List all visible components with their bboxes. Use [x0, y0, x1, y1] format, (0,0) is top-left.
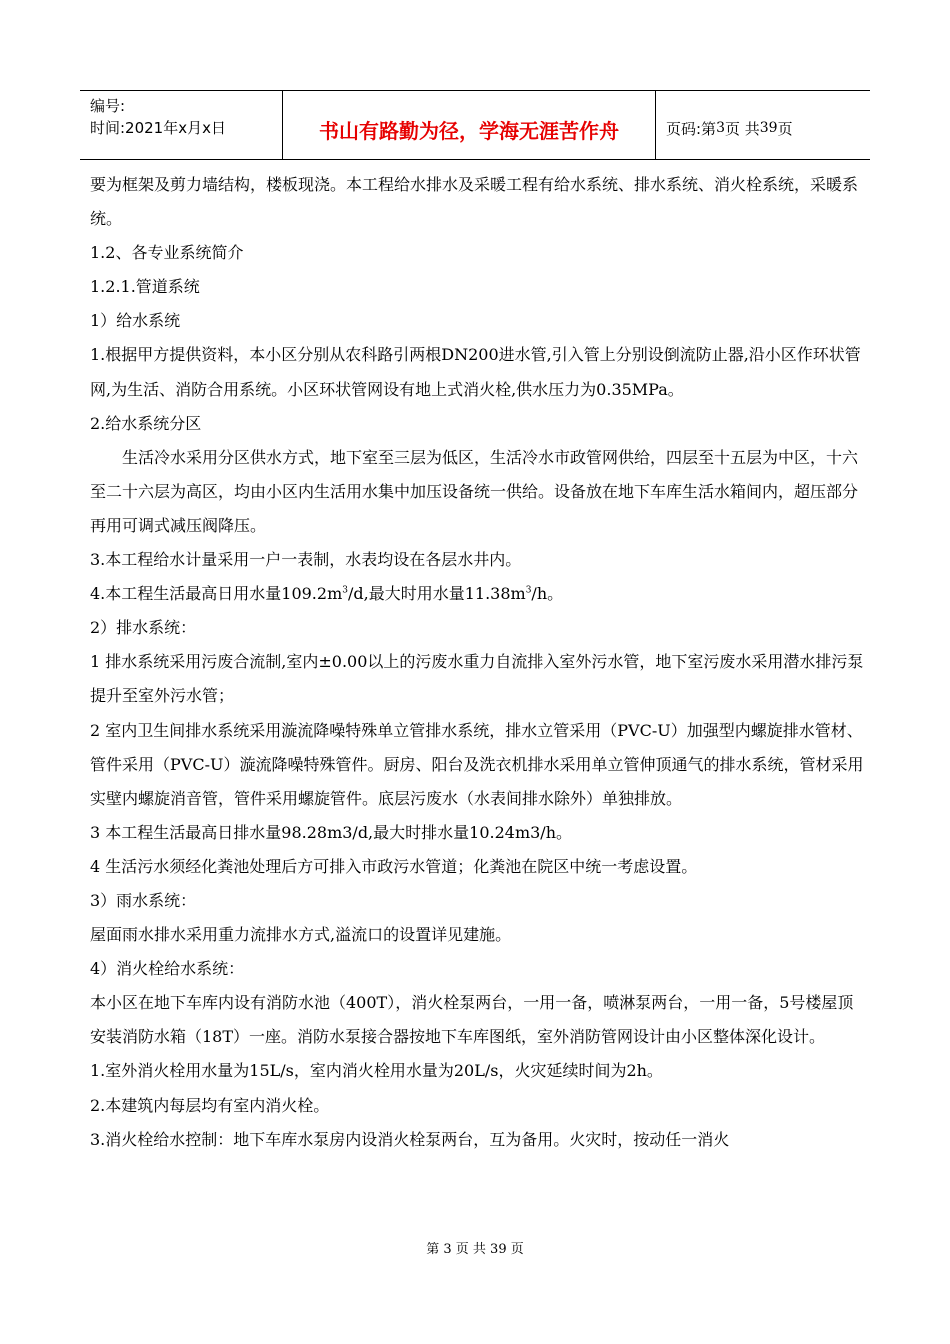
page-footer: 第 3 页 共 39 页 [426, 1242, 524, 1257]
superscript: 3 [525, 585, 532, 596]
paragraph: 1 排水系统采用污废合流制,室内±0.00以上的污废水重力自流排入室外污水管，地下室污废水采用潜水排污泵提升至室外污水管； [90, 652, 864, 706]
section-heading: 1.2.1.管道系统 [90, 277, 200, 297]
paragraph: 2.本建筑内每层均有室内消火栓。 [90, 1095, 330, 1115]
paragraph: 生活冷水采用分区供水方式，地下室至三层为低区，生活冷水市政管网供给，四层至十五层为中区，十六至二十六层为高区，均由小区内生活用水集中加压设备统一供给。设备放在地下车库生活水箱间内，超压部分再用可调式减压阀降压。 [90, 447, 859, 535]
header-motto: 书山有路勤为径，学海无涯苦作舟 [282, 91, 656, 159]
paragraph: 1.根据甲方提供资料，本小区分别从农科路引两根DN200进水管,引入管上分别设倒流防止器,沿小区作环状管网,为生活、消防合用系统。小区环状管网设有地上式消火栓,供水压力为0.35MPa。 [90, 345, 861, 399]
text-run: 4.本工程生活最高日用水量109.2m [90, 584, 343, 604]
paragraph: 1.室外消火栓用水量为15L/s，室内消火栓用水量为20L/s，火灾延续时间为2h。 [90, 1061, 663, 1081]
paragraph: 要为框架及剪力墙结构，楼板现浇。本工程给水排水及采暖工程有给水系统、排水系统、消火栓系统，采暖系统。 [90, 175, 859, 229]
subsection-heading: 1）给水系统 [90, 311, 181, 331]
page-number: 3 [716, 120, 725, 136]
page-header [80, 90, 870, 160]
header-page-info [656, 91, 870, 159]
code-label: 编号: [90, 97, 126, 115]
time-label: 时间:2021年x月x日 [90, 119, 226, 137]
paragraph: 3 本工程生活最高日排水量98.28m3/d,最大时排水量10.24m3/h。 [90, 822, 572, 842]
subsection-heading: 2）排水系统： [90, 618, 197, 638]
paragraph: 屋面雨水排水采用重力流排水方式,溢流口的设置详见建施。 [90, 925, 512, 945]
text-run: /d,最大时用水量11.38m [347, 584, 526, 604]
paragraph: 4 生活污水须经化粪池处理后方可排入市政污水管道；化粪池在院区中统一考虑设置。 [90, 856, 698, 876]
section-heading: 1.2、各专业系统简介 [90, 243, 244, 263]
superscript: 3 [342, 585, 348, 596]
page-end: 页 [777, 119, 793, 138]
page-label: 页码:第 [666, 119, 717, 138]
page-mid: 页 共 [724, 119, 760, 138]
document-body [90, 168, 866, 1157]
paragraph: 2 室内卫生间排水系统采用漩流降噪特殊单立管排水系统，排水立管采用（PVC-U）加强型内螺旋排水管材、管件采用（PVC-U）漩流降噪特殊管件。厨房、阳台及洗衣机排水采用单立管伸顶通气的排水系统，管材采用实壁内螺旋消音管，管件采用螺旋管件。底层污废水（水表间排水除外）单独排放。 [90, 720, 864, 808]
paragraph: 本小区在地下车库内设有消防水池（400T），消火栓泵两台，一用一备，喷淋泵两台，一用一备，5号楼屋顶安装消防水箱（18T）一座。消防水泵接合器按地下车库图纸，室外消防管网设计由小区整体深化设计。 [90, 993, 854, 1047]
page-total: 39 [759, 120, 778, 136]
subsection-heading: 4）消火栓给水系统： [90, 959, 245, 979]
paragraph [90, 577, 866, 611]
header-meta [80, 91, 282, 159]
subsection-heading: 3）雨水系统： [90, 890, 197, 910]
paragraph: 2.给水系统分区 [90, 413, 202, 433]
text-run: /h。 [531, 584, 564, 604]
paragraph: 3.消火栓给水控制：地下车库水泵房内设消火栓泵两台，互为备用。火灾时，按动任一消火 [90, 1129, 730, 1149]
paragraph: 3.本工程给水计量采用一户一表制，水表均设在各层水井内。 [90, 550, 522, 570]
